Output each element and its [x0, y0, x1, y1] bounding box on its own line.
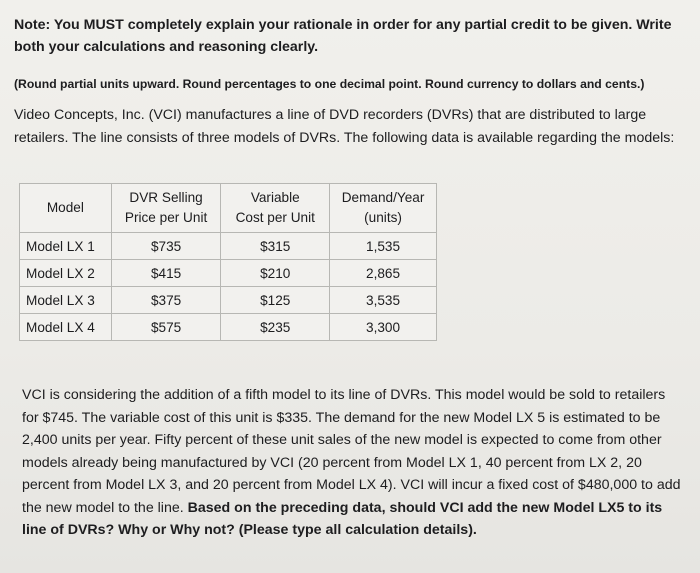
- dvr-models-table: [19, 183, 437, 341]
- problem-intro: Video Concepts, Inc. (VCI) manufactures a line of DVD recorders (DVRs) that are distributed to large retailers. The line consists of three models of DVRs. The following data is available regarding the models:: [14, 107, 675, 146]
- cell-variable-cost: $125: [221, 287, 330, 314]
- cell-price: $575: [111, 314, 221, 341]
- cell-price: $375: [111, 287, 221, 314]
- cell-demand: 3,535: [330, 287, 437, 314]
- cell-demand: 2,865: [330, 260, 437, 287]
- cell-model: Model LX 1: [20, 233, 112, 260]
- cell-price: $415: [111, 260, 221, 287]
- table-header-row: [20, 184, 437, 233]
- cell-price: $735: [111, 233, 221, 260]
- cell-model: Model LX 4: [20, 314, 112, 341]
- table-row: [20, 314, 437, 341]
- header-price-line1: DVR Selling: [129, 190, 203, 205]
- cell-demand: 1,535: [330, 233, 437, 260]
- header-cost-line1: Variable: [250, 190, 300, 205]
- instruction-note: Note: You MUST completely explain your rationale in order for any partial credit to be given. Write both your calculations and reasoning clearly.: [14, 17, 672, 55]
- question-paragraph: [22, 384, 682, 542]
- header-demand: [330, 184, 437, 233]
- cell-model: Model LX 3: [20, 287, 112, 314]
- rounding-instructions: (Round partial units upward. Round percentages to one decimal point. Round currency to dollars and cents.): [14, 77, 645, 91]
- table-row: [20, 233, 437, 260]
- header-price-line2: Price per Unit: [124, 210, 208, 225]
- header-demand-line2: (units): [364, 210, 402, 225]
- header-variable-cost: [221, 184, 330, 233]
- table-row: [20, 260, 437, 287]
- header-model-label: Model: [46, 200, 84, 215]
- header-model: [20, 184, 112, 233]
- question-prompt: Based on the preceding data, should VCI add the new Model LX5 to its line of DVRs? Why or Why not? (Please type all calculation details).: [22, 499, 663, 538]
- table-row: [20, 287, 437, 314]
- cell-model: Model LX 2: [20, 260, 112, 287]
- header-cost-line2: Cost per Unit: [235, 210, 315, 225]
- cell-variable-cost: $235: [221, 314, 330, 341]
- cell-variable-cost: $315: [221, 233, 330, 260]
- header-demand-line1: Demand/Year: [341, 190, 425, 205]
- question-text: VCI is considering the addition of a fifth model to its line of DVRs. This model would be sold to retailers for $745. The variable cost of this unit is $335. The demand for the new Model LX 5 is estimated to be 2,400 units per year. Fifty percent of these unit sales of the new model is expected to come from other models already being manufactured by VCI (20 percent from Model LX 1, 40 percent from LX 2, 20 percent from Model LX 3, and 20 percent from Model LX 4). VCI will incur a fixed cost of $480,000 to add the new model to the line.: [22, 387, 681, 516]
- cell-variable-cost: $210: [221, 260, 330, 287]
- header-price: [111, 184, 221, 233]
- cell-demand: 3,300: [330, 314, 437, 341]
